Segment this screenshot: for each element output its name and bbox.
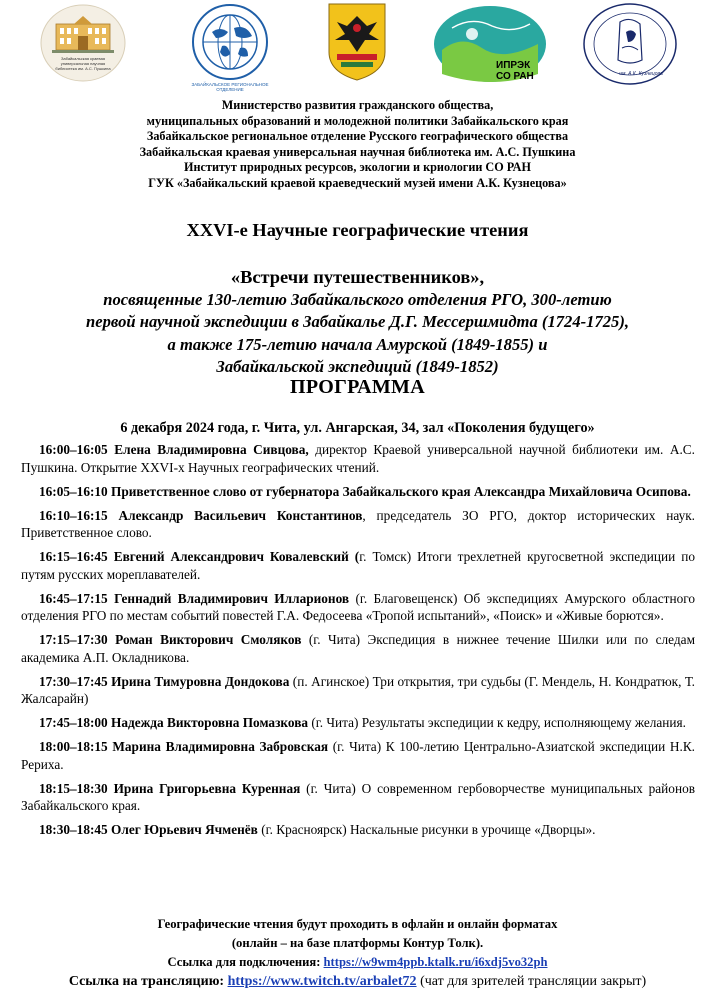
- organizer-line: Забайкальское региональное отделение Русского географического общества: [146, 129, 569, 144]
- item-time: 17:30–17:45: [39, 673, 108, 689]
- item-time: 16:45–17:15: [39, 590, 108, 606]
- item-speaker: Ирина Григорьевна Куренная: [113, 780, 301, 796]
- program-item: [21, 821, 695, 839]
- rgo-logo: [178, 2, 282, 92]
- item-time: 17:45–18:00: [39, 715, 108, 730]
- organizers-block: [0, 98, 715, 192]
- item-description: (г. Красноярск) Наскальные рисунки в урочище «Дворцы».: [257, 822, 596, 837]
- item-speaker: Роман Викторович Смоляков: [115, 632, 302, 647]
- event-subtitle: [0, 266, 715, 379]
- item-time: 18:00–18:15: [39, 739, 108, 754]
- organizer-line: Институт природных ресурсов, экологии и криологии СО РАН: [184, 160, 531, 175]
- connect-label: Ссылка для подключения:: [167, 955, 324, 969]
- program-item: [21, 507, 695, 542]
- subtitle-line: а также 175-летию начала Амурской (1849-1855) и: [167, 334, 548, 354]
- organizer-line: муниципальных образований и молодежной политики Забайкальского края: [146, 113, 569, 128]
- event-date-location: 6 декабря 2024 года, г. Чита, ул. Ангарская, 34, зал «Поколения будущего»: [120, 420, 595, 436]
- inpek-logo: [432, 4, 548, 84]
- item-speaker: Александр Васильевич Константинов: [118, 507, 363, 523]
- program-list: [21, 441, 695, 845]
- footer-stream-line: [0, 972, 715, 991]
- subtitle-line: «Встречи путешественников»,: [230, 267, 485, 287]
- item-description: (г. Чита) Экспедиция в нижнее течение Шилки или по следам академика А.П. Окладникова.: [21, 632, 695, 665]
- museum-signature: им. А.К. Кузнецова: [619, 71, 663, 77]
- rgo-branch-caption: ЗАБАЙКАЛЬСКОЕ РЕГИОНАЛЬНОЕ ОТДЕЛЕНИЕ: [191, 82, 269, 92]
- library-logo-caption: Забайкальская краевая универсальная научная библиотека им. А.С. Пушкина: [55, 56, 111, 71]
- program-item: [21, 548, 695, 583]
- item-description: директор Краевой универсальной научной библиотеки им. А.С. Пушкина. Открытие XXVI-х Научных географических чтений.: [21, 442, 695, 475]
- item-description: (г. Чита) О современном гербоворчестве муниципальных районов Забайкальского края.: [21, 780, 695, 813]
- item-speaker: Надежда Викторовна Помазкова: [111, 715, 309, 730]
- item-description: (п. Агинское) Три открытия, три судьбы (Г. Мендель, Н. Кондратюк, Т. Жалсарайн): [21, 673, 695, 706]
- item-description: (г. Чита) Результаты экспедиции к кедру, исполняющему желания.: [308, 715, 686, 730]
- stream-link[interactable]: https://www.twitch.tv/arbalet72: [227, 974, 417, 989]
- item-time: 17:15–17:30: [39, 632, 108, 647]
- program-item: [21, 673, 695, 708]
- program-item: [21, 631, 695, 666]
- program-heading: ПРОГРАММА: [290, 376, 425, 398]
- library-logo: [40, 4, 126, 82]
- stream-note: (чат для зрителей трансляции закрыт): [416, 974, 647, 989]
- item-description: , председатель ЗО РГО, доктор исторических наук. Приветственное слово.: [21, 507, 695, 540]
- program-item: [21, 780, 695, 815]
- item-time: 16:05–16:10: [39, 483, 108, 499]
- program-item: [21, 441, 695, 476]
- item-speaker: Приветственное слово от губернатора Забайкальского края Александра Михайловича Осипова.: [111, 483, 691, 499]
- footer-connect-line: [0, 953, 715, 972]
- subtitle-line: первой научной экспедиции в Забайкалье Д.Г. Мессершмидта (1724-1725),: [85, 312, 630, 331]
- item-speaker: Геннадий Владимирович Илларионов: [114, 590, 350, 606]
- item-time: 18:15–18:30: [39, 780, 108, 796]
- item-speaker: Марина Владимировна Забровская: [112, 739, 329, 754]
- item-speaker: Олег Юрьевич Ячменёв: [111, 822, 258, 837]
- item-time: 16:10–16:15: [39, 507, 108, 523]
- inpek-label-2: СО РАН: [496, 71, 534, 82]
- footer-platform-line: (онлайн – на базе платформы Контур Толк).: [231, 936, 484, 950]
- organizer-line: ГУК «Забайкальский краевой краеведческий музей имени А.К. Кузнецова»: [148, 175, 567, 190]
- footer-block: [0, 915, 715, 991]
- item-speaker: Евгений Александрович Ковалевский (: [113, 549, 360, 564]
- program-item: [21, 738, 695, 773]
- item-description: (г. Чита) К 100-летию Центрально-Азиатской экспедиции Н.К. Рериха.: [21, 739, 696, 772]
- item-description: г. Томск) Итоги трехлетней кругосветной экспедиции по путям русских мореплавателей.: [21, 549, 696, 582]
- item-speaker: Елена Владимировна Сивцова,: [114, 442, 309, 457]
- stream-label: Ссылка на трансляцию:: [68, 974, 228, 989]
- footer-format-line: Географические чтения будут проходить в офлайн и онлайн форматах: [157, 917, 558, 931]
- subtitle-line: Забайкальской экспедиций (1849-1852): [216, 357, 499, 376]
- connect-link[interactable]: https://w9wm4ppb.ktalk.ru/i6xdj5vo32ph: [323, 955, 548, 969]
- item-description: (г. Благовещенск) Об экспедициях Амурского областного отделения РГО по местам событий повестей Г.А. Федосеева «Тропой испытаний», «Поиск» и «Живые борются».: [21, 590, 696, 623]
- organizer-line: Забайкальская краевая универсальная научная библиотека им. А.С. Пушкина: [139, 144, 576, 159]
- program-item: [21, 714, 695, 732]
- logos-row: [0, 0, 715, 92]
- event-title: XXVI-е Научные географические чтения: [186, 220, 529, 240]
- organizer-line: Министерство развития гражданского общества,: [221, 98, 494, 112]
- item-time: 18:30–18:45: [39, 822, 108, 837]
- coat-of-arms-logo: [327, 2, 387, 82]
- item-time: 16:15–16:45: [39, 549, 108, 564]
- program-item: [21, 590, 695, 625]
- program-item: [21, 483, 695, 501]
- subtitle-line: посвященные 130-летию Забайкальского отделения РГО, 300-летию: [103, 289, 612, 309]
- item-time: 16:00–16:05: [39, 442, 108, 457]
- inpek-label-1: ИПРЭК: [496, 60, 531, 71]
- museum-logo: [582, 2, 678, 88]
- item-speaker: Ирина Тимуровна Дондокова: [111, 673, 290, 689]
